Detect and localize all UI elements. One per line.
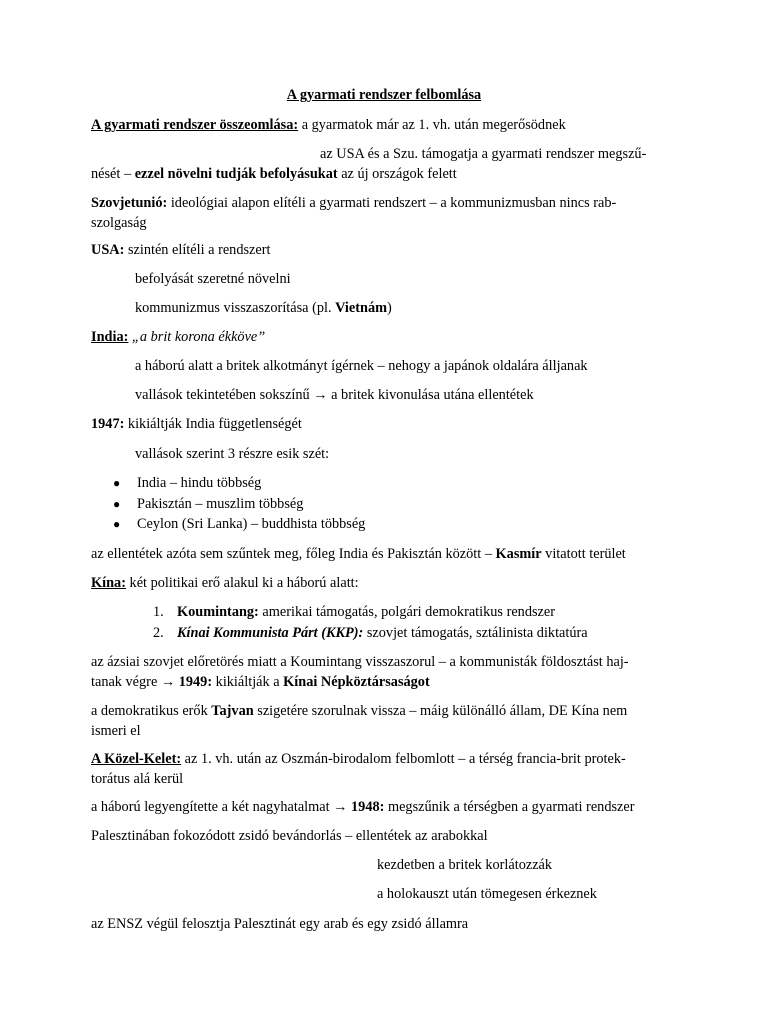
paragraph-text: a demokratikus erők xyxy=(91,703,212,719)
paragraph-text: vitatott terület xyxy=(541,546,626,562)
paragraph-kina xyxy=(91,574,359,592)
bold-text: Koumintang: xyxy=(177,604,259,620)
paragraph-text: kommunizmus visszaszorítása (pl. xyxy=(135,300,336,316)
paragraph-text: ideológiai alapon elítéli a gyarmati rendszert – a kommunizmusban nincs rab- xyxy=(167,195,617,211)
paragraph-text: tanak végre → xyxy=(91,674,179,690)
paragraph-text: szigetére szorulnak vissza – máig különálló állam, DE Kína nem xyxy=(253,703,628,719)
numbered-item xyxy=(177,603,555,621)
paragraph-text: szolgaság xyxy=(91,215,147,231)
paragraph-text: a háború legyengítette a két nagyhatalmat → xyxy=(91,799,352,815)
bold-text: Kasmír xyxy=(495,546,542,562)
paragraph-support xyxy=(91,144,676,184)
section-heading: Kína: xyxy=(91,575,126,591)
paragraph-text: két politikai erő alakul ki a háború alatt: xyxy=(125,575,359,591)
italic-quote: „a brit korona ékköve” xyxy=(128,329,266,345)
palestine-line-2: kezdetben a britek korlátozzák xyxy=(377,857,553,873)
bold-text: ezzel növelni tudják befolyásukat xyxy=(134,166,338,182)
bullet-icon: ● xyxy=(113,517,121,531)
page-title: A gyarmati rendszer felbomlása xyxy=(286,87,482,103)
paragraph-usa xyxy=(91,241,270,259)
section-heading: Szovjetunió: xyxy=(91,195,168,211)
paragraph-soviet xyxy=(91,193,676,233)
paragraph-text: szovjet támogatás, sztálinista diktatúra xyxy=(363,625,588,641)
usa-line-2: befolyását szeretné növelni xyxy=(135,271,291,287)
paragraph-text: torátus alá kerül xyxy=(91,771,184,787)
paragraph-text: amerikai támogatás, polgári demokratikus rendszer xyxy=(258,604,555,620)
paragraph-asia xyxy=(91,652,676,692)
bold-text: Kínai Kommunista Párt (KKP): xyxy=(177,625,364,641)
paragraph-india xyxy=(91,328,265,346)
1947-line-2: vallások szerint 3 részre esik szét: xyxy=(135,446,330,462)
numbered-item xyxy=(177,624,588,642)
section-heading: A gyarmati rendszer összeomlása: xyxy=(91,117,299,133)
paragraph-text: az ázsiai szovjet előretörés miatt a Koumintang visszaszorul – a kommunisták földosztást haj- xyxy=(91,654,629,670)
usa-line-3 xyxy=(135,299,392,317)
paragraph-text: az új országok felett xyxy=(337,166,457,182)
bold-text: Tajvan xyxy=(211,703,254,719)
paragraph-text: megszűnik a térségben a gyarmati rendszer xyxy=(384,799,635,815)
paragraph-palestine: Palesztinában fokozódott zsidó bevándorlás – ellentétek az arabokkal xyxy=(91,828,488,844)
bold-text: 1949: xyxy=(178,674,213,690)
paragraph-collapse xyxy=(91,116,566,134)
section-heading: 1947: xyxy=(91,416,125,432)
paragraph-text: az USA és a Szu. támogatja a gyarmati rendszer megszű- xyxy=(320,146,647,162)
section-heading: USA: xyxy=(91,242,125,258)
list-item: Ceylon (Sri Lanka) – buddhista többség xyxy=(137,516,366,532)
list-item: India – hindu többség xyxy=(137,475,262,491)
paragraph-text: a gyarmatok már az 1. vh. után megerősödnek xyxy=(298,117,566,133)
paragraph-text: ismeri el xyxy=(91,723,141,739)
list-number: 1. xyxy=(153,604,164,620)
paragraph-kasmir xyxy=(91,545,626,563)
bullet-icon: ● xyxy=(113,497,121,511)
list-number: 2. xyxy=(153,625,164,641)
paragraph-ensz: az ENSZ végül felosztja Palesztinát egy arab és egy zsidó államra xyxy=(91,916,469,932)
section-heading: India: xyxy=(91,329,129,345)
india-line-2: a háború alatt a britek alkotmányt ígérnek – nehogy a japánok oldalára álljanak xyxy=(135,358,588,374)
paragraph-1948 xyxy=(91,798,634,816)
paragraph-text: ) xyxy=(387,300,392,316)
list-item: Pakisztán – muszlim többség xyxy=(137,496,304,512)
paragraph-text: kikiáltják a xyxy=(212,674,284,690)
paragraph-text: szintén elítéli a rendszert xyxy=(124,242,271,258)
paragraph-text: nését – xyxy=(91,166,135,182)
paragraph-text: az 1. vh. után az Oszmán-birodalom felbomlott – a térség francia-brit protek- xyxy=(181,751,626,767)
bold-text: Vietnám xyxy=(335,300,388,316)
bullet-icon: ● xyxy=(113,476,121,490)
paragraph-text: kikiáltják India függetlenségét xyxy=(124,416,302,432)
paragraph-text: az ellentétek azóta sem szűntek meg, főleg India és Pakisztán között – xyxy=(91,546,496,562)
bold-text: 1948: xyxy=(351,799,385,815)
bold-text: Kínai Népköztársaságot xyxy=(283,674,430,690)
palestine-line-3: a holokauszt után tömegesen érkeznek xyxy=(377,886,597,902)
paragraph-kozel-kelet xyxy=(91,749,676,789)
paragraph-1947 xyxy=(91,415,302,433)
india-line-3: vallások tekintetében sokszínű → a britek kivonulása utána ellentétek xyxy=(135,387,534,403)
section-heading: A Közel-Kelet: xyxy=(91,751,182,767)
paragraph-tajvan xyxy=(91,701,676,741)
